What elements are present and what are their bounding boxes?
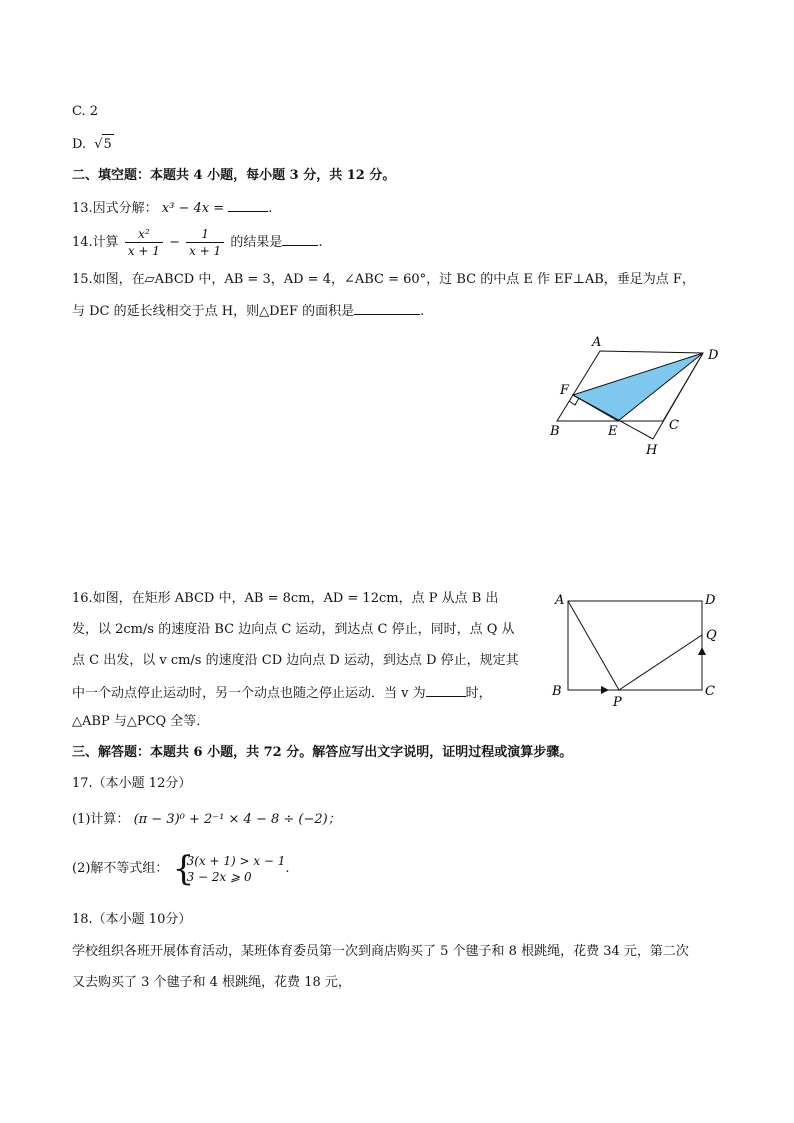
q14-fraction-2 xyxy=(186,226,224,259)
inequality-system xyxy=(172,848,286,889)
rectangle-abcd xyxy=(568,601,702,690)
q17-part1-label: (1)计算： xyxy=(72,812,130,827)
sqrt-radicand: 5 xyxy=(102,134,114,155)
q14-fraction-1 xyxy=(125,226,163,259)
q17-part2-label: (2)解不等式组： xyxy=(72,861,169,876)
label-a: A xyxy=(592,335,602,350)
q17-part2 xyxy=(72,848,290,889)
q15-line2 xyxy=(72,300,424,322)
label-q: Q xyxy=(706,628,717,643)
q16-line1: 16.如图，在矩形 ABCD 中，AB = 8cm，AD = 12cm，点 P 从点 B 出 xyxy=(72,591,499,606)
q15-line2-text: 与 DC 的延长线相交于点 H，则△DEF 的面积是 xyxy=(72,304,355,319)
sqrt-sign: √ xyxy=(94,137,103,152)
q14-answer-blank[interactable] xyxy=(282,231,318,246)
q17-head: 17.（本小题 12分） xyxy=(72,776,192,791)
question-14 xyxy=(72,226,323,260)
q14-end: . xyxy=(318,235,323,250)
q18-line1: 学校组织各班开展体育活动，某班体育委员第一次到商店购买了 5 个毽子和 8 根跳绳，花费 34 元，第二次 xyxy=(72,944,689,959)
q14-minus: − xyxy=(169,235,180,250)
q13-prefix: 13.因式分解： xyxy=(72,201,158,216)
label-c: C xyxy=(669,418,679,433)
q18-head: 18.（本小题 10分） xyxy=(72,912,192,927)
q16-line5: △ABP 与△PCQ 全等． xyxy=(72,714,210,729)
q17-part1 xyxy=(72,810,341,830)
label-d: D xyxy=(705,593,716,608)
q14-suffix: 的结果是 xyxy=(230,235,283,250)
label-b: B xyxy=(552,684,562,699)
label-h: H xyxy=(646,443,658,458)
q17-part1-expression: (π − 3)⁰ + 2⁻¹ × 4 − 8 ÷ (−2)； xyxy=(133,812,341,827)
label-p: P xyxy=(613,695,622,710)
label-b: B xyxy=(550,424,560,439)
q13-expression: x³ − 4x = xyxy=(161,201,225,216)
label-c: C xyxy=(705,684,715,699)
q15-answer-blank[interactable] xyxy=(354,300,420,315)
q14-f2-numerator: 1 xyxy=(186,226,224,243)
q16-rectangle-figure xyxy=(548,588,723,710)
q15-line1: 15.如图，在▱ABCD 中，AB = 3，AD = 4，∠ABC = 60°，过 BC 的中点 E 作 EF⊥AB，垂足为点 F， xyxy=(72,272,695,287)
inequality-row-2: 3 − 2x ⩾ 0 xyxy=(186,869,252,884)
q15-end: . xyxy=(420,304,425,319)
q13-end: . xyxy=(268,201,273,216)
q13-answer-blank[interactable] xyxy=(228,197,268,212)
segment-ap xyxy=(568,601,619,690)
q14-prefix: 14.计算 xyxy=(72,235,119,250)
q16-line4-a: 中一个动点停止运动时，另一个动点也随之停止运动．当 v 为 xyxy=(72,686,426,701)
label-d: D xyxy=(708,348,719,363)
q16-line4-b: 时， xyxy=(465,686,492,701)
segment-pq xyxy=(619,635,702,690)
inequality-row-1: 3(x + 1) > x − 1 xyxy=(186,853,286,868)
section2-title: 二、填空题：本题共 4 小题，每小题 3 分，共 12 分。 xyxy=(72,168,396,183)
q14-f1-numerator: x² xyxy=(125,226,163,243)
option-d-prefix: D. xyxy=(72,137,87,152)
q16-line4 xyxy=(72,682,492,704)
label-a: A xyxy=(555,593,565,608)
q16-answer-blank[interactable] xyxy=(426,682,466,697)
q14-f1-denominator: x + 1 xyxy=(127,244,160,258)
q16-line3: 点 C 出发，以 v cm/s 的速度沿 CD 边向点 D 运动，到达点 D 停止，规定其 xyxy=(72,653,519,668)
q15-parallelogram-figure xyxy=(540,335,730,460)
label-e: E xyxy=(608,424,618,439)
left-brace: { xyxy=(172,848,195,889)
q17-part2-end: . xyxy=(285,861,290,876)
q18-line2: 又去购买了 3 个毽子和 4 根跳绳，花费 18 元， xyxy=(72,975,351,990)
q14-f2-denominator: x + 1 xyxy=(189,244,222,258)
section3-title: 三、解答题：本题共 6 小题，共 72 分。解答应写出文字说明，证明过程或演算步骤。 xyxy=(72,745,573,760)
label-f: F xyxy=(560,383,570,398)
q16-line2: 发，以 2cm/s 的速度沿 BC 边向点 C 运动，到达点 C 停止，同时，点 Q 从 xyxy=(72,622,515,637)
question-13 xyxy=(72,197,272,219)
option-c: C. 2 xyxy=(72,104,99,119)
option-d xyxy=(72,134,114,155)
